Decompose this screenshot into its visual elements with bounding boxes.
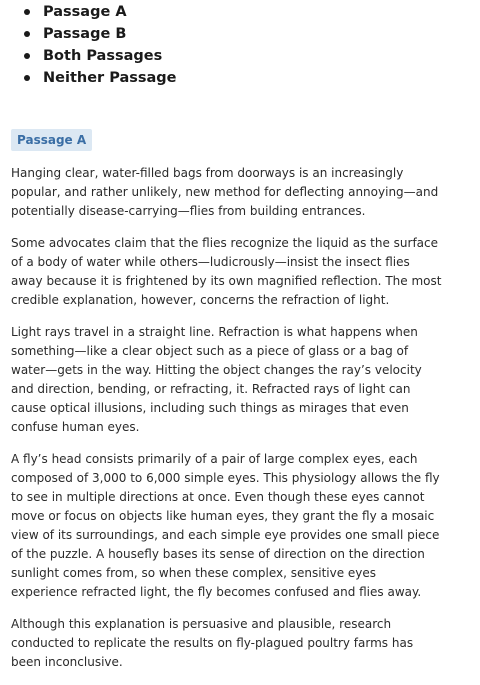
option-label: Neither Passage [43,70,177,86]
option-passage-b[interactable] [24,23,177,45]
option-label: Passage A [43,4,127,20]
passage-paragraph: Light rays travel in a straight line. Refraction is what happens when something—like a clear object such as a piece of glass or a bag of water—gets in the way. Hitting the object changes the ray’s velocity and direction, bending, or refracting, it. Refracted rays of light can cause optical illusions, including such things as mirages that even confuse human eyes. [11,325,422,434]
bullet-icon [24,31,30,37]
passage-paragraph: Some advocates claim that the flies recognize the liquid as the surface of a body of water while others—ludicrously—insist the insect flies away because it is frightened by its own magnified reflection. The most credible explanation, however, concerns the refraction of light. [11,236,442,307]
passage-body [11,164,443,685]
bullet-icon [24,9,30,15]
option-both-passages[interactable] [24,45,177,67]
option-passage-a[interactable] [24,1,177,23]
passage-paragraph: A fly’s head consists primarily of a pair of large complex eyes, each composed of 3,000 to 6,000 simple eyes. This physiology allows the fly to see in multiple directions at once. Even though these eyes cannot move or focus on objects like human eyes, they grant the fly a mosaic view of its surroundings, and each simple eye provides one small piece of the puzzle. A housefly bases its sense of direction on the direction sunlight comes from, so when these complex, sensitive eyes experience refracted light, the fly becomes confused and flies away. [11,452,440,599]
option-neither-passage[interactable] [24,67,177,89]
option-label: Both Passages [43,48,163,64]
passage-paragraph: Hanging clear, water-filled bags from doorways is an increasingly popular, and rather unlikely, new method for deflecting annoying—and potentially disease-carrying—flies from building entrances. [11,166,439,218]
answer-options-list [24,1,177,89]
passage-paragraph: Although this explanation is persuasive and plausible, research conducted to replicate the results on fly-plagued poultry farms has been inconclusive. [11,617,414,669]
bullet-icon [24,53,30,59]
bullet-icon [24,75,30,81]
option-label: Passage B [43,26,127,42]
passage-tag: Passage A [11,129,92,151]
